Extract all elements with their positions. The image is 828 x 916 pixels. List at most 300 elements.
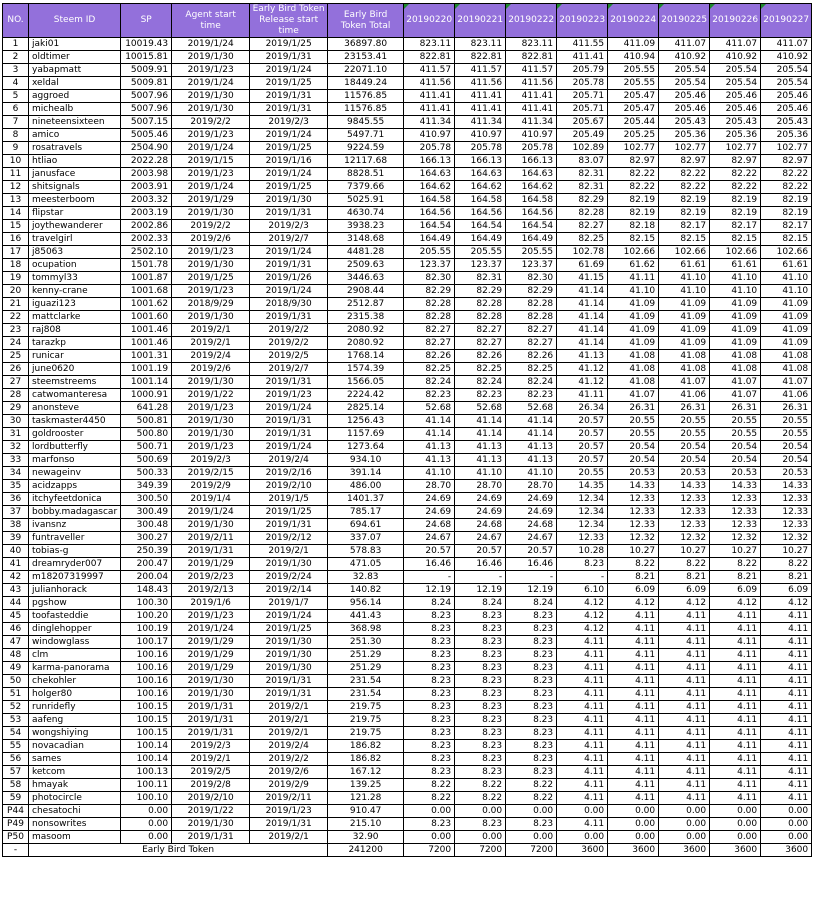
table-row [3,220,812,233]
cell-day: 26.31 [659,402,710,415]
cell-sp: 5005.46 [121,129,172,142]
cell-steem-id: sames [29,753,121,766]
cell-no: 48 [3,649,29,662]
cell-agent-start: 2019/1/31 [172,545,250,558]
cell-day: 4.11 [557,636,608,649]
table-row [3,532,812,545]
cell-sp: 300.27 [121,532,172,545]
cell-day: 411.41 [455,90,506,103]
cell-release-start: 2019/1/25 [250,623,328,636]
cell-day: 16.46 [455,558,506,571]
cell-token-total: 32.90 [328,831,404,844]
cell-sp: 200.47 [121,558,172,571]
table-row [3,467,812,480]
table-row [3,363,812,376]
table-row [3,519,812,532]
cell-day: 0.00 [710,818,761,831]
cell-day: 20.55 [557,467,608,480]
cell-day: 8.23 [455,623,506,636]
cell-agent-start: 2019/1/30 [172,51,250,64]
cell-sp: 500.81 [121,415,172,428]
cell-day: 82.19 [659,194,710,207]
cell-no: 55 [3,740,29,753]
cell-day: 41.10 [659,285,710,298]
cell-agent-start: 2019/2/10 [172,792,250,805]
cell-release-start: 2019/1/25 [250,142,328,155]
cell-token-total: 9224.59 [328,142,404,155]
cell-sp: 500.33 [121,467,172,480]
cell-day: 82.19 [710,194,761,207]
cell-no: 11 [3,168,29,181]
table-row [3,233,812,246]
cell-day: 82.28 [455,311,506,324]
cell-token-total: 785.17 [328,506,404,519]
cell-day: 164.54 [506,220,557,233]
cell-day: 28.70 [506,480,557,493]
cell-day: 8.22 [404,792,455,805]
cell-no: 46 [3,623,29,636]
cell-agent-start: 2019/1/31 [172,831,250,844]
cell-day: 4.11 [761,623,812,636]
cell-token-total: 8828.51 [328,168,404,181]
cell-no: 39 [3,532,29,545]
cell-token-total: 219.75 [328,727,404,740]
cell-day: 205.71 [557,90,608,103]
cell-day: 4.11 [659,675,710,688]
cell-day: 41.08 [761,363,812,376]
cell-day: 4.11 [608,779,659,792]
cell-day: 411.07 [659,38,710,51]
cell-steem-id: anonsteve [29,402,121,415]
cell-day: 10.28 [557,545,608,558]
cell-steem-id: holger80 [29,688,121,701]
cell-day: 4.11 [659,636,710,649]
cell-steem-id: lordbutterfly [29,441,121,454]
cell-agent-start: 2019/1/30 [172,519,250,532]
cell-sp: 2022.28 [121,155,172,168]
cell-day: 41.10 [710,272,761,285]
cell-sp: 100.19 [121,623,172,636]
cell-steem-id: travelgirl [29,233,121,246]
cell-no: 23 [3,324,29,337]
cell-release-start: 2019/1/16 [250,155,328,168]
cell-day: 0.00 [455,831,506,844]
cell-day: 10.27 [761,545,812,558]
cell-sp: 5009.81 [121,77,172,90]
cell-day: 205.46 [710,103,761,116]
cell-token-total: 1768.14 [328,350,404,363]
cell-day: 20.57 [455,545,506,558]
cell-day: 41.14 [404,428,455,441]
cell-day: 41.09 [608,311,659,324]
cell-day: 82.97 [761,155,812,168]
cell-sp: 2502.10 [121,246,172,259]
table-row [3,714,812,727]
cell-day: 8.23 [506,714,557,727]
header-sp: SP [121,4,172,38]
cell-release-start: 2018/9/30 [250,298,328,311]
cell-agent-start: 2019/1/29 [172,558,250,571]
cell-token-total: 1574.39 [328,363,404,376]
cell-day: 4.11 [557,714,608,727]
cell-day: 8.24 [506,597,557,610]
cell-agent-start: 2019/1/30 [172,376,250,389]
cell-day: 41.13 [506,454,557,467]
cell-day: 12.32 [608,532,659,545]
cell-day: 8.23 [404,623,455,636]
cell-day: 41.06 [761,389,812,402]
cell-day: 82.15 [608,233,659,246]
cell-day: 41.10 [608,285,659,298]
cell-day: 102.78 [557,246,608,259]
cell-day: 41.09 [761,311,812,324]
cell-day: 41.09 [710,337,761,350]
header-no: NO. [3,4,29,38]
cell-day: 82.30 [404,272,455,285]
cell-release-start: 2019/1/31 [250,675,328,688]
cell-agent-start: 2019/1/23 [172,64,250,77]
table-row [3,116,812,129]
header-agent-start-time: Agent start time [172,4,250,38]
cell-release-start: 2019/2/4 [250,740,328,753]
cell-day: 8.23 [404,636,455,649]
cell-day: 10.27 [710,545,761,558]
cell-day: 4.11 [659,792,710,805]
cell-day: 24.69 [506,493,557,506]
cell-day: 52.68 [404,402,455,415]
cell-day: 82.19 [608,194,659,207]
cell-day: 8.23 [506,740,557,753]
cell-day: 41.13 [455,441,506,454]
cell-day: 164.62 [404,181,455,194]
table-row [3,77,812,90]
table-row [3,402,812,415]
cell-day: 41.14 [455,428,506,441]
cell-agent-start: 2019/1/24 [172,181,250,194]
table-body [3,38,812,844]
cell-day: 4.11 [710,701,761,714]
cell-steem-id: shitsignals [29,181,121,194]
cell-day: 20.55 [710,415,761,428]
cell-day: 20.54 [710,454,761,467]
cell-sp: 1001.87 [121,272,172,285]
cell-agent-start: 2019/2/2 [172,220,250,233]
cell-day: 82.19 [710,207,761,220]
cell-day: 82.17 [761,220,812,233]
cell-day: 411.57 [506,64,557,77]
cell-day: 411.41 [455,103,506,116]
cell-day: 82.18 [608,220,659,233]
cell-release-start: 2019/1/25 [250,77,328,90]
cell-agent-start: 2019/1/24 [172,38,250,51]
cell-no: 12 [3,181,29,194]
cell-sp: 1000.91 [121,389,172,402]
cell-release-start: 2019/2/1 [250,701,328,714]
cell-token-total: 2509.63 [328,259,404,272]
cell-steem-id: aggroed [29,90,121,103]
cell-agent-start: 2019/1/22 [172,805,250,818]
table-row [3,779,812,792]
cell-steem-id: novacadian [29,740,121,753]
cell-day: 20.53 [608,467,659,480]
cell-agent-start: 2019/2/6 [172,363,250,376]
cell-day: 8.22 [455,792,506,805]
cell-token-total: 2080.92 [328,337,404,350]
cell-day: 82.29 [455,285,506,298]
cell-day: 410.97 [455,129,506,142]
cell-steem-id: mattclarke [29,311,121,324]
cell-day: 8.23 [455,727,506,740]
cell-day: 205.46 [761,103,812,116]
cell-day: 82.26 [455,350,506,363]
cell-day: 82.26 [506,350,557,363]
cell-no: 26 [3,363,29,376]
cell-day: 4.11 [659,701,710,714]
cell-token-total: 4630.74 [328,207,404,220]
cell-no: 56 [3,753,29,766]
cell-day: 4.11 [659,740,710,753]
cell-day: 41.09 [710,311,761,324]
cell-day: 411.07 [761,38,812,51]
cell-day: 41.09 [761,324,812,337]
cell-day: 4.12 [608,597,659,610]
cell-day: 4.11 [761,779,812,792]
cell-day: 822.81 [404,51,455,64]
cell-day: 205.36 [659,129,710,142]
cell-token-total: 36897.80 [328,38,404,51]
table-row [3,415,812,428]
cell-token-total: 186.82 [328,753,404,766]
cell-day: 41.07 [710,389,761,402]
cell-sp: 1001.68 [121,285,172,298]
cell-day: 82.31 [557,181,608,194]
cell-day: 26.34 [557,402,608,415]
cell-no: 49 [3,662,29,675]
cell-token-total: 22071.10 [328,64,404,77]
cell-day: 20.55 [659,415,710,428]
cell-day: 24.69 [506,506,557,519]
cell-day: 82.25 [455,363,506,376]
cell-day: 82.28 [455,298,506,311]
cell-day: 205.49 [557,129,608,142]
cell-day: 26.31 [710,402,761,415]
cell-day: 8.23 [404,740,455,753]
cell-steem-id: kenny-crane [29,285,121,298]
cell-day: 823.11 [455,38,506,51]
cell-day: 8.23 [404,766,455,779]
cell-day: 164.56 [404,207,455,220]
cell-day: 41.06 [659,389,710,402]
cell-day: 14.35 [557,480,608,493]
cell-token-total: 186.82 [328,740,404,753]
cell-release-start: 2019/1/24 [250,64,328,77]
cell-day: 4.11 [710,753,761,766]
cell-day: 411.56 [455,77,506,90]
cell-token-total: 32.83 [328,571,404,584]
cell-day: 41.09 [659,298,710,311]
cell-steem-id: karma-panorama [29,662,121,675]
table-row [3,168,812,181]
cell-day: 20.53 [710,467,761,480]
cell-day: 14.33 [761,480,812,493]
cell-sp: 5007.15 [121,116,172,129]
header-date: 20190222 [506,4,557,38]
cell-day: 20.55 [608,415,659,428]
cell-day: 12.34 [557,506,608,519]
cell-day: 8.23 [455,649,506,662]
cell-day: 24.67 [404,532,455,545]
header-date: 20190223 [557,4,608,38]
table-row [3,558,812,571]
table-row [3,246,812,259]
cell-steem-id: runridefly [29,701,121,714]
cell-sp: 1001.46 [121,324,172,337]
cell-day: 82.27 [455,337,506,350]
cell-sp: 1001.46 [121,337,172,350]
cell-day: 4.11 [557,688,608,701]
cell-day: 20.54 [608,454,659,467]
cell-day: 41.13 [404,441,455,454]
footer-day-total: 3600 [608,844,659,857]
cell-release-start: 2019/2/7 [250,363,328,376]
cell-day: 0.00 [710,805,761,818]
cell-release-start: 2019/1/23 [250,805,328,818]
cell-agent-start: 2019/2/2 [172,116,250,129]
cell-day: 26.31 [608,402,659,415]
cell-release-start: 2019/1/30 [250,649,328,662]
cell-steem-id: newageinv [29,467,121,480]
cell-agent-start: 2019/1/30 [172,818,250,831]
cell-day: 164.49 [506,233,557,246]
cell-day: 24.69 [455,506,506,519]
cell-day: 4.11 [608,766,659,779]
cell-day: 102.66 [710,246,761,259]
cell-day: 82.29 [506,285,557,298]
cell-day: 4.12 [557,597,608,610]
cell-no: 44 [3,597,29,610]
cell-day: 4.11 [761,649,812,662]
cell-release-start: 2019/2/1 [250,831,328,844]
cell-day: 8.23 [506,701,557,714]
table-row [3,610,812,623]
cell-release-start: 2019/1/24 [250,246,328,259]
cell-agent-start: 2019/1/31 [172,727,250,740]
cell-day: 166.13 [506,155,557,168]
cell-release-start: 2019/1/24 [250,402,328,415]
cell-sp: 5007.96 [121,103,172,116]
cell-day: 20.57 [404,545,455,558]
cell-day: 123.37 [455,259,506,272]
cell-day: 20.57 [506,545,557,558]
table-row [3,792,812,805]
cell-steem-id: acidzapps [29,480,121,493]
cell-agent-start: 2019/1/31 [172,701,250,714]
table-row [3,129,812,142]
cell-sp: 1001.60 [121,311,172,324]
cell-day: 8.23 [506,610,557,623]
cell-sp: 100.10 [121,792,172,805]
cell-day: 0.00 [761,805,812,818]
cell-day: 205.47 [608,103,659,116]
header-token-total: Early Bird Token Total [328,4,404,38]
cell-day: 82.24 [506,376,557,389]
cell-token-total: 1566.05 [328,376,404,389]
cell-day: 4.11 [659,662,710,675]
cell-agent-start: 2019/1/23 [172,441,250,454]
cell-day: 82.28 [557,207,608,220]
cell-token-total: 5025.91 [328,194,404,207]
cell-day: 8.23 [404,610,455,623]
cell-token-total: 251.29 [328,662,404,675]
cell-day: 24.69 [404,493,455,506]
table-row [3,662,812,675]
cell-no: 51 [3,688,29,701]
cell-day: 82.28 [404,311,455,324]
cell-day: 102.77 [710,142,761,155]
cell-day: 4.11 [659,610,710,623]
cell-day: 8.23 [404,701,455,714]
cell-day: 0.00 [608,805,659,818]
cell-day: 4.11 [710,792,761,805]
cell-token-total: 578.83 [328,545,404,558]
cell-day: 8.23 [455,688,506,701]
cell-day: 41.09 [761,337,812,350]
cell-day: 41.12 [557,363,608,376]
footer-day-total: 7200 [455,844,506,857]
cell-day: 20.55 [761,428,812,441]
cell-steem-id: joythewanderer [29,220,121,233]
cell-token-total: 2080.92 [328,324,404,337]
cell-day: 0.00 [404,805,455,818]
cell-day: 41.09 [608,298,659,311]
cell-no: 4 [3,77,29,90]
cell-agent-start: 2019/1/30 [172,259,250,272]
cell-day: 8.23 [506,649,557,662]
cell-day: 4.11 [710,688,761,701]
cell-day: 0.00 [659,831,710,844]
cell-agent-start: 2019/1/30 [172,311,250,324]
table-row [3,376,812,389]
cell-no: P49 [3,818,29,831]
cell-steem-id: michealb [29,103,121,116]
cell-sp: 100.15 [121,714,172,727]
cell-token-total: 167.12 [328,766,404,779]
cell-token-total: 12117.68 [328,155,404,168]
cell-release-start: 2019/2/4 [250,454,328,467]
cell-day: 12.33 [761,506,812,519]
cell-day: 205.46 [659,103,710,116]
table-row [3,207,812,220]
cell-steem-id: funtraveller [29,532,121,545]
cell-agent-start: 2019/2/4 [172,350,250,363]
cell-sp: 2003.32 [121,194,172,207]
cell-day: 8.21 [659,571,710,584]
cell-no: 53 [3,714,29,727]
cell-token-total: 1401.37 [328,493,404,506]
cell-steem-id: yabapmatt [29,64,121,77]
cell-day: 24.69 [455,493,506,506]
cell-day: 82.17 [659,220,710,233]
cell-day: 82.29 [404,285,455,298]
cell-day: 823.11 [506,38,557,51]
cell-token-total: 368.98 [328,623,404,636]
cell-day: 4.11 [710,636,761,649]
cell-day: 12.33 [761,519,812,532]
cell-day: 0.00 [710,831,761,844]
cell-no: 59 [3,792,29,805]
cell-steem-id: chesatochi [29,805,121,818]
cell-day: 41.09 [608,324,659,337]
